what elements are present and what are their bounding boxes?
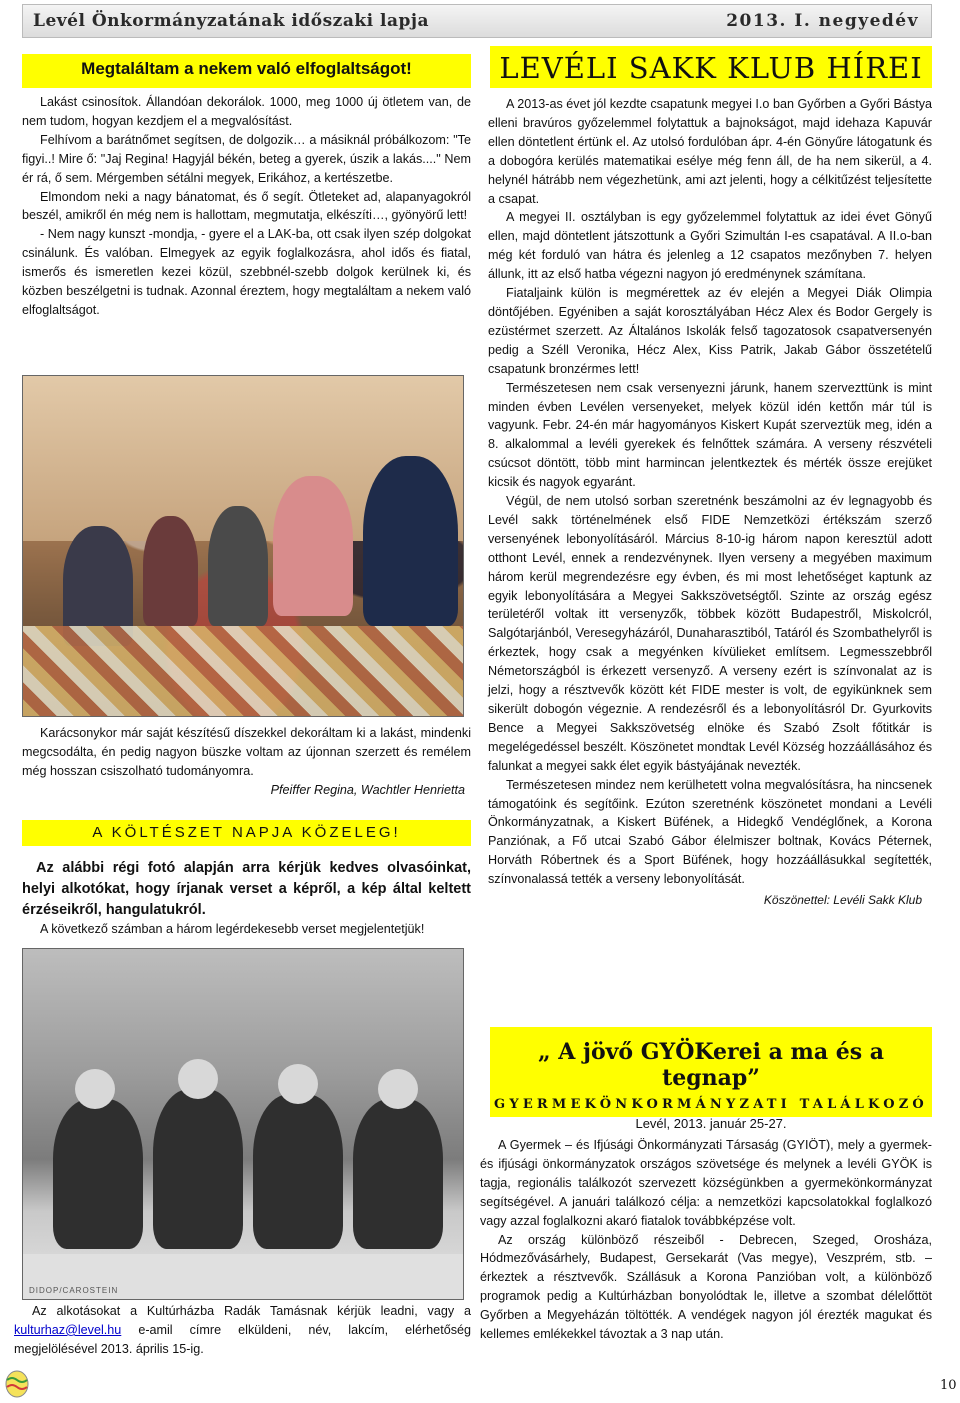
left-article-paragraph: - Nem nagy kunszt -mondja, - gyere el a LAK-ba, ott csak ilyen szép dolgokat csinálunk. És valóban. Elmegyek az egyik foglalkozásra, ahol idős és fiatal, ismerős és ismeretlen kezei közül, szebbnél-szebb dolgok kerülnek ki, és közben beszélgetni is tudnak. Azonnal éreztem, hogy megtaláltam a nekem való elfoglaltságot. [22,227,471,317]
chess-club-body [488,95,932,910]
chess-paragraph: Fiataljaink külön is megmérettek az év elején a Megyei Diák Olimpia döntőjében. Egyéniben a saját korosztályában Hécz Alex és Bodor Gergely is ezüstérmet szerzett. Az Általános Iskolák felső tagozatosok csapatversenyén pedig a Széll Veronika, Hécz Alex, Kiss Patrik, Jakab Gábor összetételű csapatunk bronzérmes lett! [488,286,932,376]
photo-person [363,456,458,626]
poetry-title: A KÖLTÉSZET NAPJA KÖZELEG! [22,820,471,846]
easter-egg-icon [4,1368,30,1398]
photo-woman [53,1099,143,1249]
page-number: 10 [940,1378,957,1393]
photo-face [178,1059,218,1099]
left-article-paragraph: Karácsonykor már saját készítésű díszekkel dekoráltam ki a lakást, mindenki megcsodálta, én pedig nagyon büszke voltam az újonnan szerzett és remélem még hosszan csiszolható tudományomra. [22,726,471,778]
youth-paragraph: A Gyermek – és Ifjúsági Önkormányzati Társaság (GYIÖT), mely a gyermek- és ifjúsági önkormányzatok országos szövetsége és melynek a levéli GYÖK is tagja, regionális találkozót szervezett községünkben a gyermekönkormányzat segítségével. A januári találkozó célja: a nemzetközi kapcsolatokkal foglalkozó vagy azzal foglalkozni akaró fiatalok továbbképzése volt. [480,1138,932,1228]
vintage-photo [22,948,464,1300]
photo-face [378,1069,418,1109]
poetry-intro [22,858,471,921]
photo-face [278,1064,318,1104]
header-issue: 2013. I. negyedév [726,11,919,31]
youth-meeting-body [480,1136,932,1344]
chess-paragraph: A 2013-as évet jól kezdte csapatunk megyei I.o ban Győrben a Győri Bástya elleni bravúros győzelemmel folytattuk a bajnokságot, majd idehaza Kapuvár ellen döntetlent értünk el. Az utolsó fordulóban ápr. 4-én Gönyűre látogatunk és a dobogóra kerülés matematikai esélye még fenn áll, de ha nem sikerül, a 4. helynél hátrább nem végezhetünk, ami azt jelenti, hogy a célkitűzést teljesítette a csapat. [488,97,932,206]
left-article-paragraph: Lakást csinosítok. Állandóan dekorálok. 1000, meg 1000 új ötletem van, de nem tudom, hogyan kezdjem el a megvalósítást. [22,95,471,128]
chess-paragraph: A megyei II. osztályban is egy győzelemmel folytattuk az idei évet Gönyű ellen, majd döntetlent játszottunk a Győri Szimultán I-es csapatával. A II.o-ban még két forduló van hátra és jelenleg a 12 csapatos mezőnyben 7. helyen állunk, itt az első hatba végezni nagyon jó eredménynek számítana. [488,210,932,282]
craft-workshop-photo [22,375,464,717]
youth-meeting-banner [490,1027,932,1131]
left-article-author: Pfeiffer Regina, Wachtler Henrietta [270,782,465,797]
chess-paragraph: Végül, de nem utolsó sorban szeretnénk beszámolni az év legnagyobb és Levél sakk történelmének első FIDE Nemzetközi értékszám szerző versenyének lebonyolításáról. Március 8-10-ig három napon keresztül adott otthont Levél, ennek a rendezvénynek. Ilyen verseny a megyében maximum három kerül megrendezésre egy évben, és mi most lehetőséget kaptunk az egyik lebonyolítására a Megyei Sakkszövetségtől. Szinte az ország egész területéről voltak itt versenyzők, többek között Budapestről, Miskolcról, Salgótarjánból, Veresegyházáról, Dunaharasztiból, Tatáról és Szombathelyről is érkeztek, hogy csak a megyénken kívülieket említsem. Legmesszebbről Németországból is érkezett versenyző. A verseny ezért is színvonalat az is jelzi, hogy a résztvevők között két FIDE mester is volt, de egyikünknek sem sikerült dobogón végeznie. A rendezésről és a lebonyolításról Dr. Gyurkovits Bence a Megyei Sakkszövetség elnöke és Szabó Zsolt főtitkár is megelégedéssel beszélt. Köszönetet mondtak Levél Község hozzáállásához és falunkat a megyei sakk élet egyik bástyájának nevezték. [488,494,932,773]
left-article-title: Megtaláltam a nekem való elfoglaltságot! [22,54,471,88]
photo-brand: DIDOP/CAROSTEIN [29,1286,119,1295]
photo-person [273,476,353,616]
left-article-paragraph: Elmondom neki a nagy bánatomat, és ő segít. Ötleteket ad, alapanyagokról beszél, amikről én még nem is hallottam, megmutatja, elkészíti…, gyönyörű lett! [22,189,471,223]
poetry-submit [14,1302,471,1359]
poetry-submit-text-end: e-amil címre elküldeni, név, lakcím, elérhetőség megjelölésével 2013. április 15-ig. [14,1322,471,1356]
poetry-intro-end: . [201,902,206,918]
youth-meeting-date: Levél, 2013. január 25-27. [635,1116,787,1131]
youth-paragraph: Az ország különböző részeiből - Debrecen, Szeged, Orosháza, Hódmezővásárhely, Budapest, Gersekarát (Vas megye), Veszprém, stb. – érkeztek a résztvevők. Szállásuk a Korona Panzióban volt, a különböző programok pedig a Kultúrházban bonyolódtak le, illetve a szombat délelőttöt Győrben a Megyeházán töltötték. A vendégek nagyon jól érezték magukat és kellemes emlékekkel távoztak a 3 nap után. [480,1232,932,1342]
chess-thanks: Köszönettel: Levéli Sakk Klub [763,893,922,908]
chess-club-title: LEVÉLI SAKK KLUB HÍREI [490,46,932,88]
photo-woman [153,1089,243,1249]
photo-woman [353,1099,443,1249]
left-article-ending [22,724,471,800]
photo-person [143,516,198,626]
photo-face [75,1069,115,1109]
photo-person [208,506,268,626]
photo-woman [253,1094,343,1249]
poetry-next-text: A következő számban a három legérdekesebb verset megjelentetjük! [40,922,425,936]
poetry-next [22,920,471,939]
left-article-body [22,93,471,320]
chess-paragraph: Természetesen nem csak versenyezni járunk, hanem szervezttünk is mint minden évben Levélen versenyeket, melyek közül idén kettőn már túl is vagyunk. Febr. 24-én már hagyományos Kiskert Kupát szerveztük meg, idén a 8. alkalommal a levéli gyerekek és felnőttek számára. A verseny részvételi csúcsot döntött, több mint harmincan jelentkeztek és mérték össze erejüket kicsik és nagyok egyaránt. [488,380,932,490]
email-link[interactable]: kulturhaz@level.hu [14,1322,122,1337]
poetry-intro-text: Az alábbi régi fotó alapján arra kérjük kedves olvasóinkat, helyi alkotókat, hogy írjanak verset a képről, a kép által keltett érzéseikről, hangulatukról [22,860,471,918]
chess-paragraph: Természetesen mindez nem kerülhetett volna megvalósításra, ha nincsenek támogatóink és segítőink. Ezúton szeretnénk köszönetet mondani a Levéli Önkormányzatnak, a Kiskert Büfének, a Hidegkő Vendéglőnek, a Korona Panziónak, a Fő utcai Szabó Gábor élelmiszer boltnak, Kovács Péternek, Horváth Róbertnek és a Sport Büfének, hogy hozzáállásukkal segítették, színvonalassá tették a verseny lebonyolítását. [488,777,932,887]
youth-meeting-subtitle: GYERMEKÖNKORMÁNYZATI TALÁLKOZÓ [494,1097,928,1112]
newspaper-header [22,4,932,38]
photo-table [23,626,463,716]
header-publication-title: Levél Önkormányzatának időszaki lapja [33,11,430,31]
left-article-paragraph: Felhívom a barátnőmet segítsen, de dolgozik… a másiknál próbálkozom: "Te figyi..! Mire ő: "Jaj Regina! Hagyjál békén, beteg a gyerek, úszik a lakás...." Nem ér rá, ő sem. Mérgemben sétálni megyek, Erikához, a kertészetbe. [22,132,471,185]
youth-meeting-title: „ A jövő GYÖKerei a ma és a tegnap” [537,1039,885,1091]
poetry-submit-text: Az alkotásokat a Kultúrházba Radák Tamásnak kérjük leadni, vagy a [32,1304,471,1318]
